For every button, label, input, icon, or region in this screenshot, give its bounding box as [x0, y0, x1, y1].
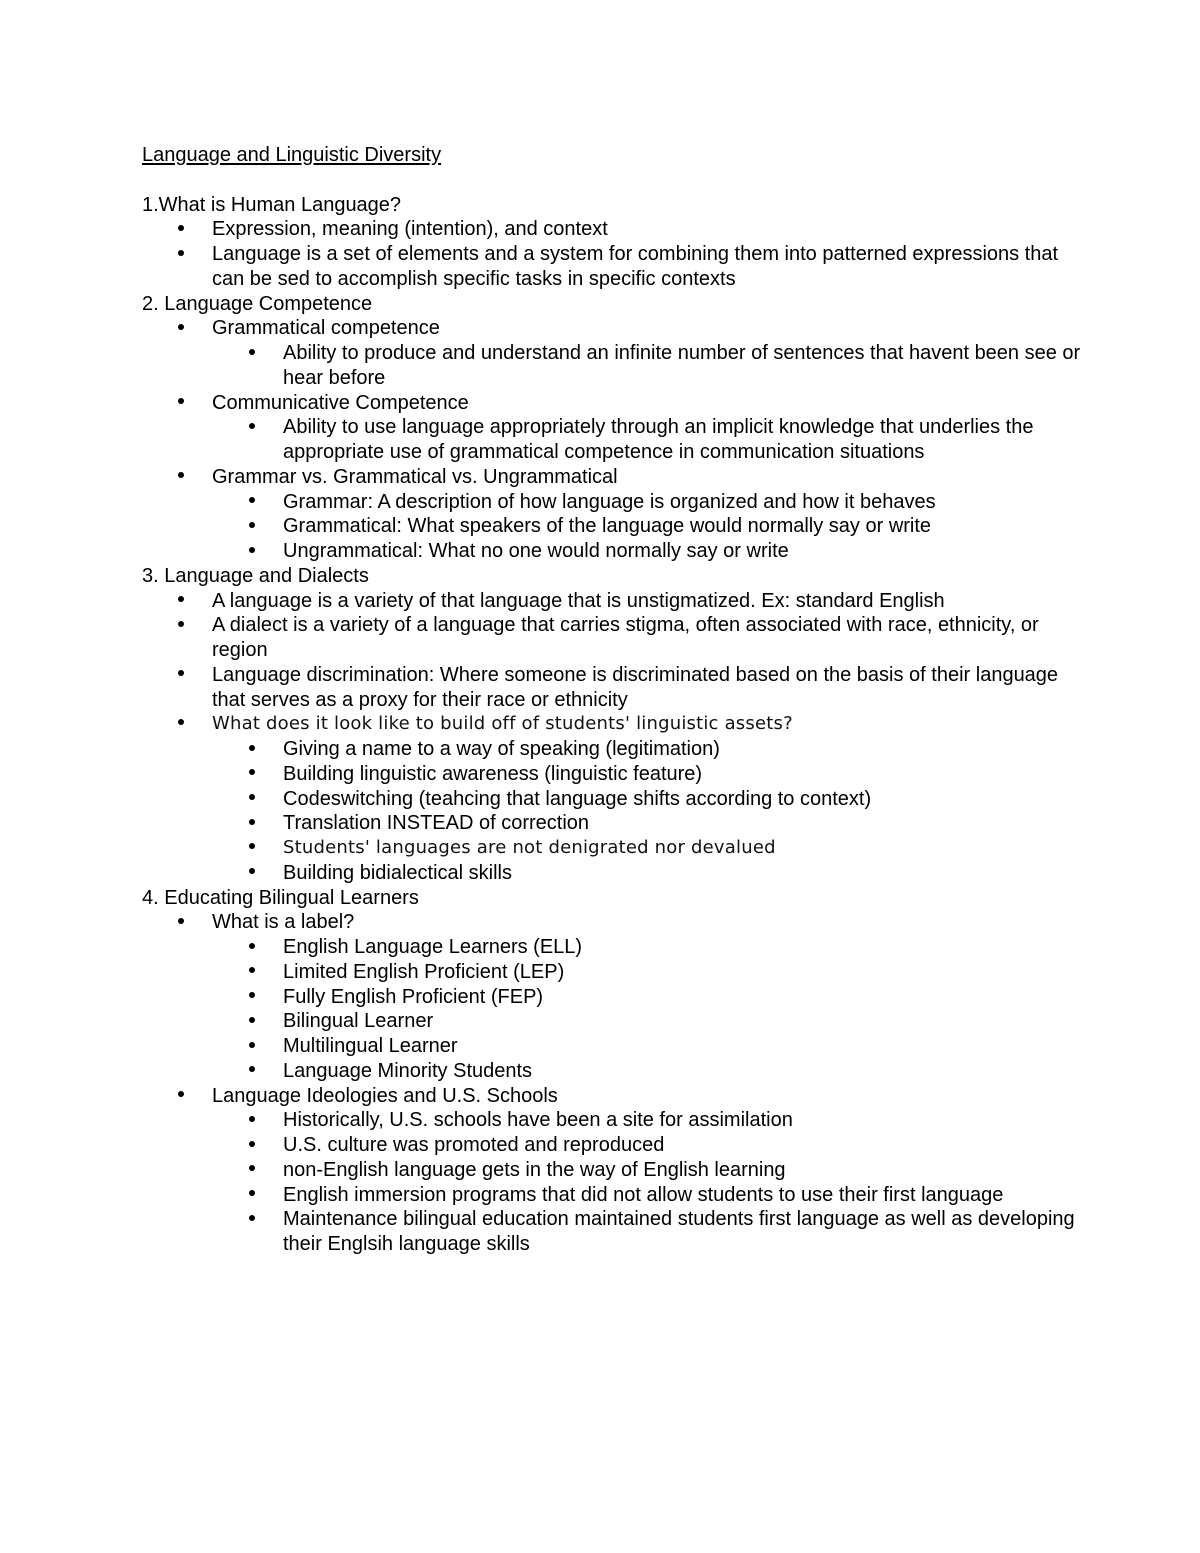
bullet-icon — [176, 316, 186, 341]
sub-list-item-text: English Language Learners (ELL) — [283, 936, 583, 958]
list-item — [142, 613, 1082, 663]
bullet-icon — [247, 490, 257, 515]
sub-list-item-text: Grammatical: What speakers of the language would normally say or write — [283, 515, 932, 538]
bullet-icon — [247, 1183, 257, 1208]
sub-list-item — [142, 1034, 1082, 1059]
bullet-icon — [247, 1108, 257, 1133]
sub-list-item — [142, 811, 1082, 836]
list-item-text: Communicative Competence — [212, 391, 469, 414]
bullet-icon — [176, 465, 186, 490]
list-item — [142, 217, 1082, 242]
sub-list-item — [142, 1133, 1082, 1158]
bullet-icon — [176, 613, 186, 638]
sub-list-item-text: Language Minority Students — [283, 1059, 533, 1082]
list-item — [142, 910, 1082, 935]
list-item-text: What does it look like to build off of students' linguistic assets? — [212, 713, 793, 735]
list-item — [142, 663, 1082, 713]
list-item — [142, 242, 1082, 292]
sub-list-item-text: non-English language gets in the way of English learning — [283, 1158, 786, 1181]
list-item-text: Grammatical competence — [212, 317, 440, 340]
bullet-icon — [247, 415, 257, 440]
section-heading: 3. Language and Dialects — [142, 564, 369, 587]
list-item — [142, 1084, 1082, 1109]
sub-list-item — [142, 1059, 1082, 1084]
bullet-icon — [247, 861, 257, 886]
sub-list-item — [142, 490, 1082, 515]
sub-list-item — [142, 1158, 1082, 1183]
sub-list-item-text: Building bidialectical skills — [283, 861, 512, 884]
list-item-text: Language discrimination: Where someone is discriminated based on the basis of their language that serves as a proxy for their race or ethnicity — [212, 663, 1059, 711]
sub-list-item-text: English immersion programs that did not allow students to use their first language — [283, 1183, 1004, 1206]
sub-list-item — [142, 762, 1082, 787]
bullet-icon — [247, 787, 257, 812]
bullet-icon — [176, 589, 186, 614]
sub-list-item-text: Building linguistic awareness (linguistic feature) — [283, 762, 703, 785]
bullet-icon — [247, 737, 257, 762]
sub-list-item-text: Ability to produce and understand an infinite number of sentences that havent been see or hear before — [283, 342, 1081, 389]
document-title: Language and Linguistic Diversity — [142, 144, 442, 166]
bullet-icon — [247, 836, 257, 861]
list-item — [142, 316, 1082, 341]
bullet-icon — [247, 985, 257, 1010]
sub-list-item — [142, 514, 1082, 539]
sub-list-item-text: Grammar: A description of how language is organized and how it behaves — [283, 490, 936, 513]
bullet-icon — [176, 242, 186, 267]
sub-list-item — [142, 1183, 1082, 1208]
list-item-text: A dialect is a variety of a language that carries stigma, often associated with race, ethnicity, or region — [212, 614, 1039, 661]
sub-list-item — [142, 737, 1082, 762]
bullet-icon — [176, 712, 186, 737]
sub-list-item-text: Giving a name to a way of speaking (legitimation) — [283, 738, 720, 760]
document-body — [142, 143, 1082, 1257]
list-item-text: Language is a set of elements and a system for combining them into patterned expressions that can be sed to accomplish specific tasks in specific contexts — [212, 243, 1059, 290]
sub-list-item-text: U.S. culture was promoted and reproduced — [283, 1134, 665, 1156]
sub-list-item — [142, 960, 1082, 985]
list-item-text: What is a label? — [212, 911, 355, 934]
list-item-text: A language is a variety of that language that is unstigmatized. Ex: standard English — [212, 589, 945, 612]
bullet-icon — [247, 1133, 257, 1158]
sub-list-item — [142, 1009, 1082, 1034]
sub-list-item — [142, 1108, 1082, 1133]
sub-list-item-text: Limited English Proficient (LEP) — [283, 960, 565, 983]
sub-list-item — [142, 836, 1082, 861]
sub-list-item-text: Bilingual Learner — [283, 1010, 434, 1033]
bullet-icon — [176, 1084, 186, 1109]
sub-list-item — [142, 341, 1082, 391]
section-heading: 1.What is Human Language? — [142, 193, 402, 216]
sub-list-item — [142, 861, 1082, 886]
bullet-icon — [247, 1207, 257, 1232]
sub-list-item-text: Codeswitching (teahcing that language shifts according to context) — [283, 787, 872, 810]
bullet-icon — [247, 539, 257, 564]
section-heading: 2. Language Competence — [142, 292, 373, 315]
bullet-icon — [247, 960, 257, 985]
sub-list-item-text: Translation INSTEAD of correction — [283, 812, 590, 835]
list-item — [142, 391, 1082, 416]
bullet-icon — [247, 514, 257, 539]
sub-list-item — [142, 539, 1082, 564]
sub-list-item-text: Ungrammatical: What no one would normally say or write — [283, 540, 789, 562]
sub-list-item — [142, 1207, 1082, 1257]
sub-list-item — [142, 935, 1082, 960]
sub-list-item-text: Maintenance bilingual education maintained students first language as well as developing their Englsih language skills — [283, 1208, 1075, 1255]
bullet-icon — [247, 935, 257, 960]
list-item — [142, 589, 1082, 614]
bullet-icon — [247, 1158, 257, 1183]
sub-list-item-text: Multilingual Learner — [283, 1035, 458, 1057]
bullet-icon — [247, 341, 257, 366]
bullet-icon — [247, 811, 257, 836]
sub-list-item — [142, 985, 1082, 1010]
list-item-text: Grammar vs. Grammatical vs. Ungrammatical — [212, 465, 618, 488]
bullet-icon — [247, 1059, 257, 1084]
sub-list-item-text: Fully English Proficient (FEP) — [283, 985, 544, 1008]
bullet-icon — [176, 217, 186, 242]
bullet-icon — [247, 1009, 257, 1034]
bullet-icon — [247, 1034, 257, 1059]
bullet-icon — [176, 910, 186, 935]
bullet-icon — [247, 762, 257, 787]
sub-list-item-text: Ability to use language appropriately through an implicit knowledge that underlies the appropriate use of grammatical competence in communication situations — [283, 416, 1034, 463]
bullet-icon — [176, 663, 186, 688]
sub-list-item-text: Historically, U.S. schools have been a site for assimilation — [283, 1109, 793, 1132]
sub-list-item — [142, 415, 1082, 465]
section-heading: 4. Educating Bilingual Learners — [142, 886, 419, 909]
bullet-icon — [176, 391, 186, 416]
list-item-text: Language Ideologies and U.S. Schools — [212, 1084, 558, 1107]
blank-line — [142, 168, 1082, 193]
list-item — [142, 465, 1082, 490]
sub-list-item — [142, 787, 1082, 812]
list-item — [142, 712, 1082, 737]
sub-list-item-text: Students' languages are not denigrated nor devalued — [283, 837, 776, 858]
list-item-text: Expression, meaning (intention), and context — [212, 218, 608, 241]
